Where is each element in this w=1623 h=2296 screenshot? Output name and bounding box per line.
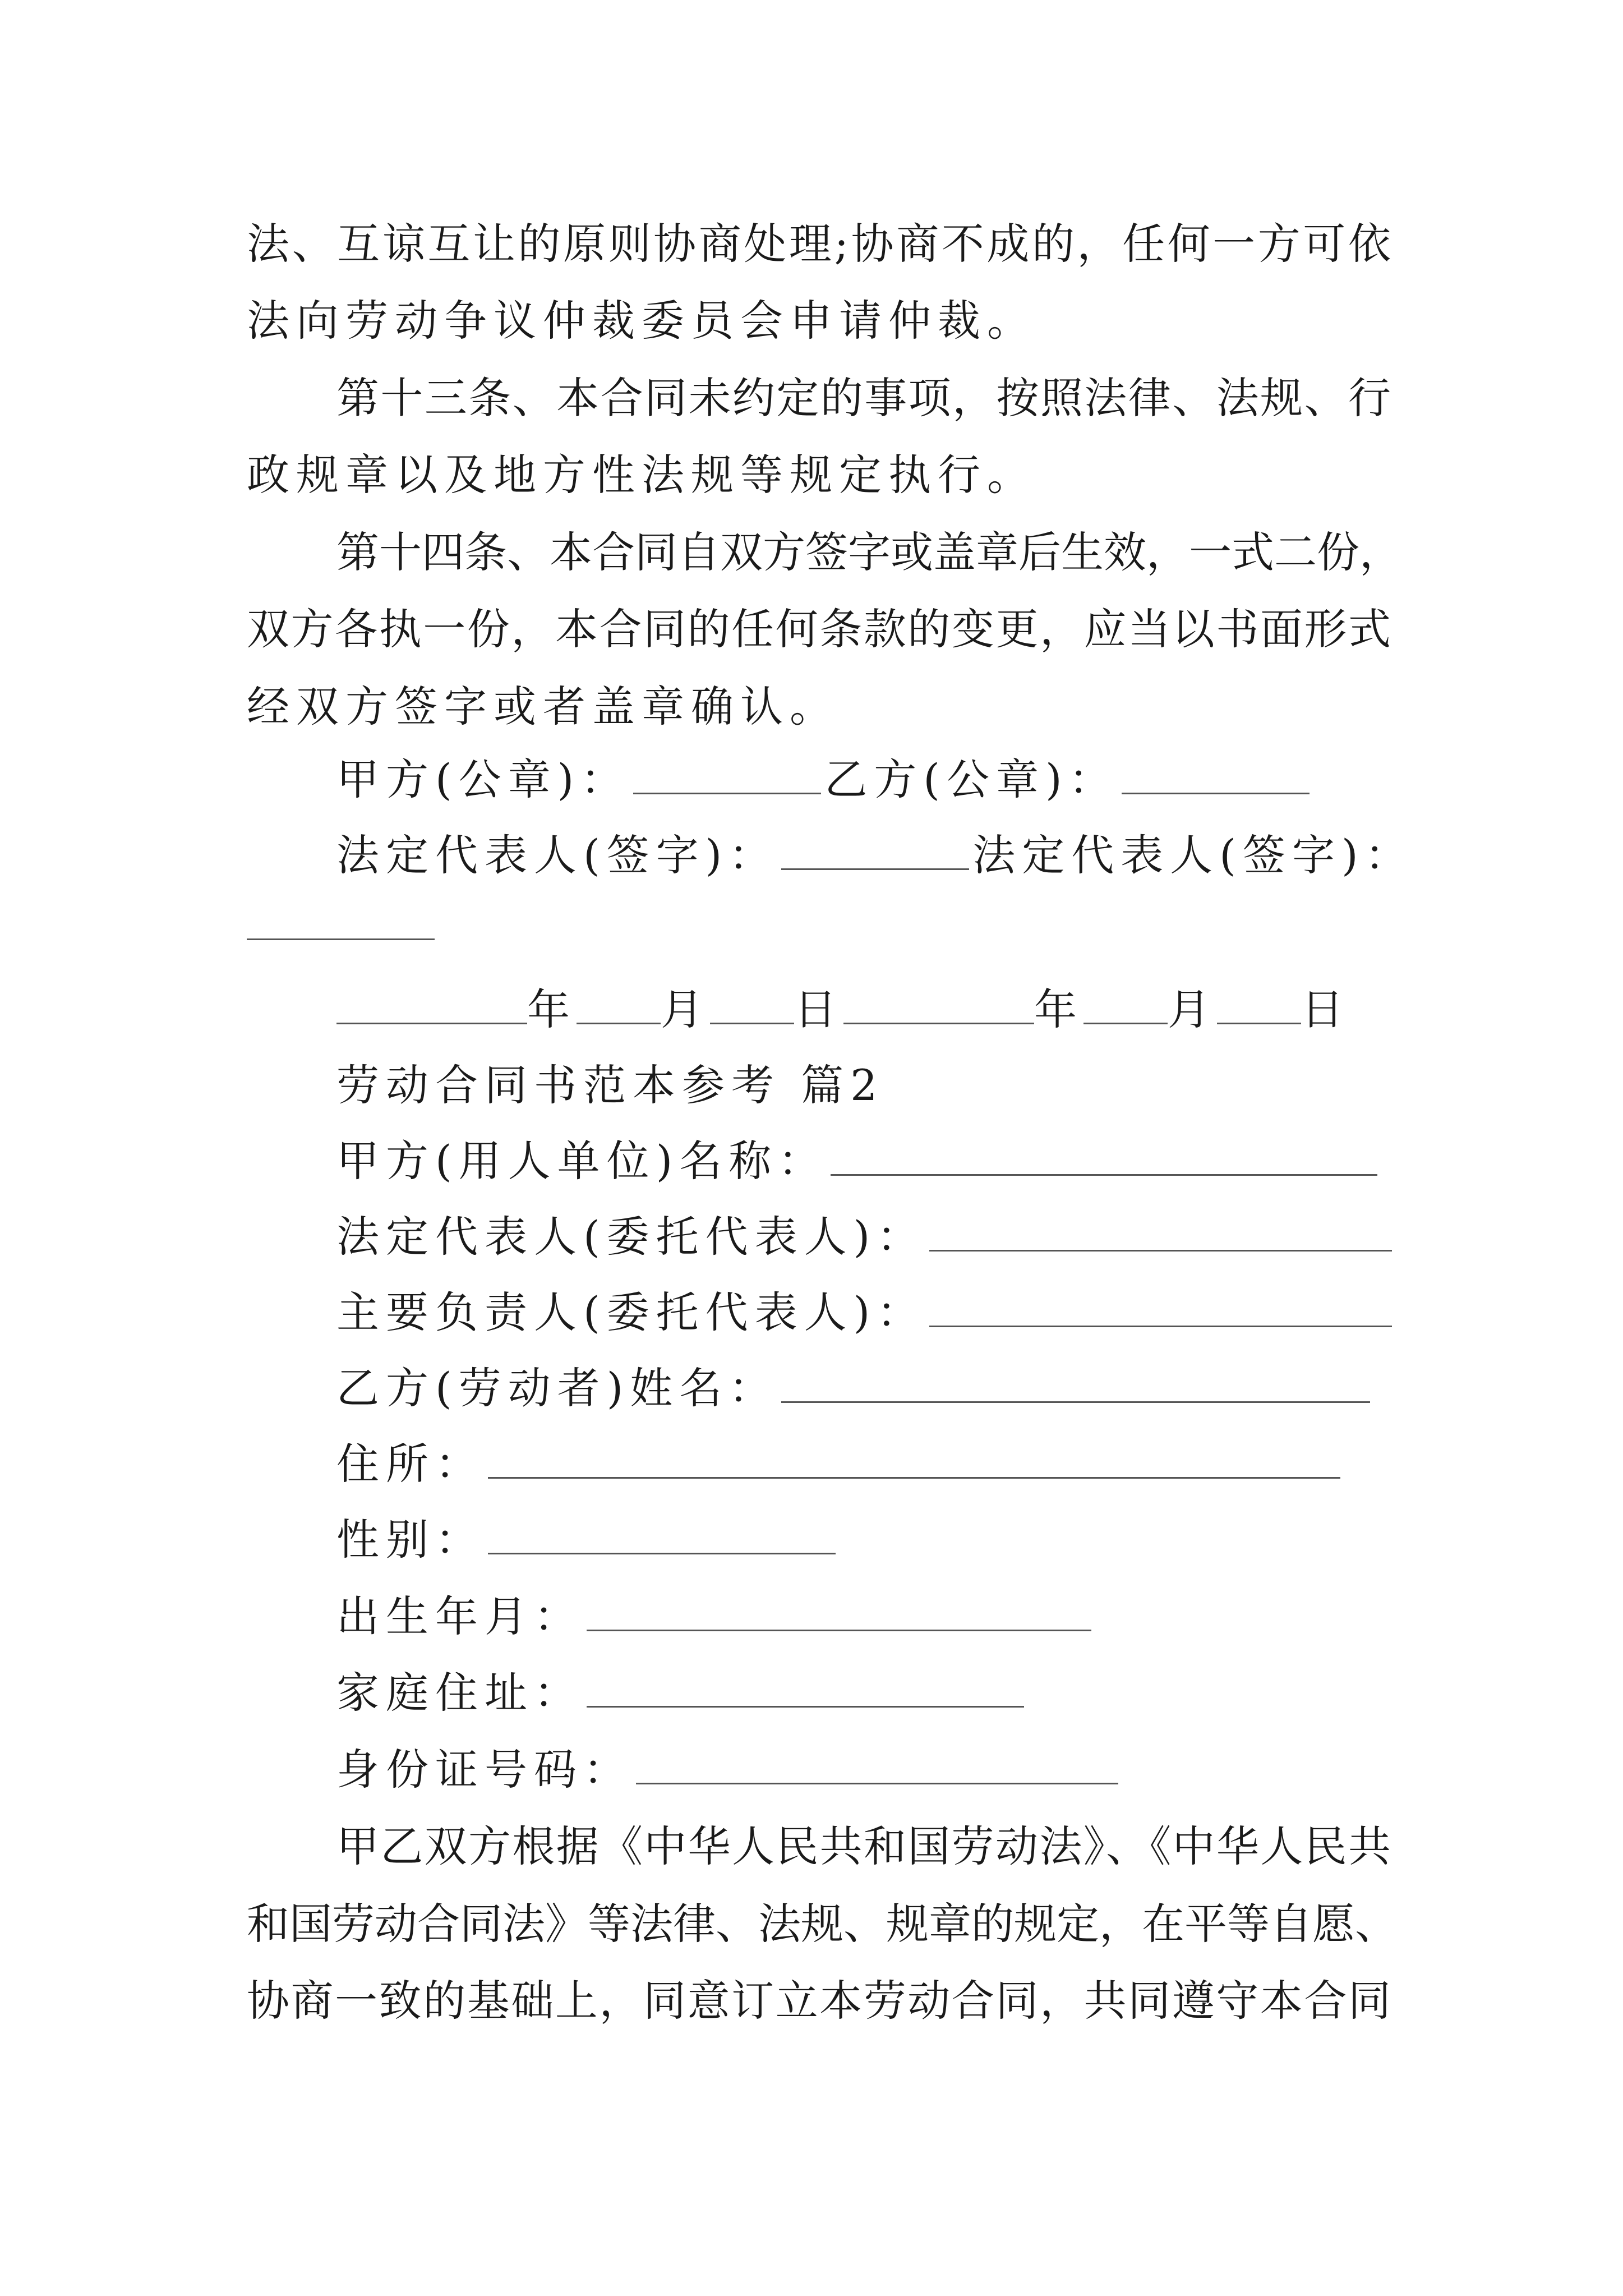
day-b-label: 日 [1301,984,1350,1034]
legal-rep-b-label: 法定代表人(签字)： [972,830,1414,880]
clause-12-line-2: 法向劳动争议仲裁委员会申请仲裁。 [247,296,1036,346]
birth-field [336,1589,1391,1645]
seal-line [336,752,1391,808]
legal-rep-label: 法定代表人(委托代表人)： [336,1212,926,1262]
employee-name-field [336,1360,1391,1416]
day-a-label: 日 [794,984,843,1034]
legal-rep-a-blank [781,829,969,870]
id-number-field [336,1742,1391,1798]
legal-rep-blank [929,1211,1392,1251]
employee-name-blank [781,1362,1370,1403]
principal-label: 主要负责人(委托代表人)： [336,1287,926,1337]
month-a-label: 月 [661,984,710,1034]
party-a-seal-blank [633,753,821,794]
birth-label: 出生年月： [336,1591,583,1641]
legal-rep-a-label: 法定代表人(签字)： [336,830,778,880]
clause-14-line-2: 双方各执一份，本合同的任何条款的变更，应当以书面形式 [247,604,1391,654]
home-address-field [336,1665,1391,1721]
legal-rep-field [336,1209,1391,1265]
year-a-label: 年 [527,984,577,1034]
preamble-line-3: 协商一致的基础上，同意订立本劳动合同，共同遵守本合同 [247,1976,1391,2026]
residence-field [336,1436,1391,1492]
clause-14-line-3: 经双方签字或者盖章确认。 [247,682,839,731]
residence-label: 住所： [336,1439,485,1489]
month-b-label: 月 [1168,984,1217,1034]
gender-field [336,1512,1391,1568]
residence-blank [488,1438,1340,1479]
id-number-label: 身份证号码： [336,1745,633,1795]
clause-13-line-2: 政规章以及地方性法规等规定执行。 [247,450,1036,500]
year-b-blank [843,983,1034,1024]
clause-12-line-1: 法、互谅互让的原则协商处理;协商不成的，任何一方可依 [247,219,1391,269]
preamble-line-2: 和国劳动合同法》等法律、法规、规章的规定，在平等自愿、 [247,1899,1398,1949]
preamble-line-1: 甲乙双方根据《中华人民共和国劳动法》、《中华人民共 [336,1821,1391,1871]
party-b-seal-label: 乙方(公章)： [824,754,1118,804]
clause-14-line-1: 第十四条、本合同自双方签字或盖章后生效，一式二份， [336,527,1402,577]
month-b-blank [1083,983,1168,1024]
year-a-blank [336,983,527,1024]
legal-rep-b-blank-line [247,898,1391,954]
party-a-seal-label: 甲方(公章)： [336,754,630,804]
date-line [336,982,1391,1038]
home-address-blank [587,1667,1024,1708]
section-2-title: 劳动合同书范本参考 篇2 [336,1060,884,1110]
party-b-seal-blank [1122,753,1310,794]
birth-blank [587,1590,1091,1631]
employer-name-blank [831,1135,1377,1176]
id-number-blank [636,1743,1118,1784]
principal-blank [929,1286,1392,1327]
employee-name-label: 乙方(劳动者)姓名： [336,1363,778,1413]
home-address-label: 家庭住址： [336,1668,583,1718]
gender-blank [488,1513,836,1554]
employer-name-label: 甲方(用人单位)名称： [336,1136,828,1186]
principal-field [336,1285,1391,1341]
clause-13-line-1: 第十三条、本合同未约定的事项，按照法律、法规、行 [336,373,1391,423]
day-b-blank [1217,983,1301,1024]
legal-rep-b-blank [247,899,435,940]
gender-label: 性别： [336,1515,485,1565]
day-a-blank [710,983,794,1024]
legal-rep-sign-line [336,827,1414,884]
employer-name-field [336,1133,1391,1189]
year-b-label: 年 [1034,984,1083,1034]
month-a-blank [577,983,661,1024]
